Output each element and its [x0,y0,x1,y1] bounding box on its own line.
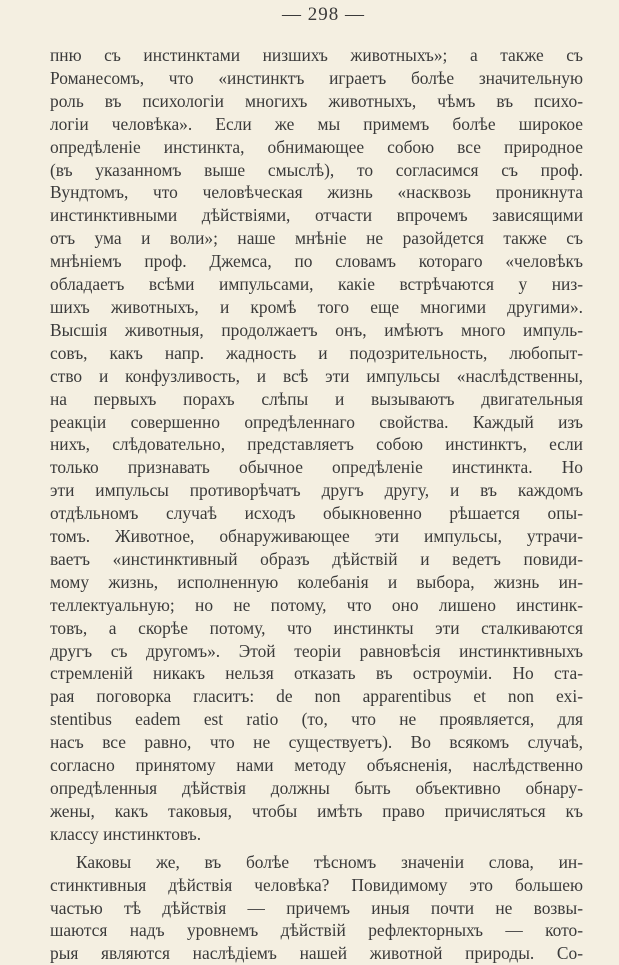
text-line: реакціи совершенно опредѣленнаго свойства. Каждый изъ [50,411,583,432]
text-line: частью тѣ дѣйствія — причемъ иныя почти не возвы- [50,897,583,918]
page-text-body [50,44,583,965]
text-line: инстинктивными дѣйствіями, отчасти впрочемъ зависящими [50,205,583,226]
text-line: согласно принятому нами методу объясненія, наслѣдственно [50,755,583,776]
text-line: Романесомъ, что «инстинктъ играетъ болѣе значительную [50,67,583,88]
text-line: рая поговорка гласитъ: de non apparentibus et non exi- [50,686,583,707]
text-line: отъ ума и воли»; наше мнѣніе не разойдется также съ [50,228,583,249]
text-line: на первыхъ порахъ слѣпы и вызываютъ двигательныя [50,388,583,409]
text-line: рыя являются наслѣдіемъ нашей животной природы. Со- [50,943,583,964]
text-line: роль въ психологіи многихъ животныхъ, чѣмъ въ психо- [50,90,583,111]
text-line: нихъ, слѣдовательно, представляетъ собою инстинктъ, если [50,434,583,455]
text-line: опредѣленныя дѣйствія должны быть объективно обнару- [50,778,583,798]
paragraph [50,851,583,965]
text-line: стремленій никакъ нельзя отказать въ остроуміи. Но ста- [50,663,583,684]
text-line: Вундтомъ, что человѣческая жизнь «насквозь проникнута [50,182,583,203]
text-line: другъ съ другомъ». Этой теоріи равновѣсія инстинктивныхъ [50,640,583,661]
text-line: только признавать обычное опредѣленіе инстинкта. Но [50,457,583,478]
text-line: теллектуальную; но не потому, что оно лишено инстинк- [50,594,583,615]
text-line: томъ. Животное, обнаруживающее эти импульсы, утрачи- [50,526,583,547]
paragraph [50,44,583,846]
text-line: жены, какъ таковыя, чтобы имѣть право причисляться къ [50,800,583,821]
text-line: мнѣніемъ проф. Джемса, по словамъ котораго «человѣкъ [50,251,583,272]
text-line: логіи человѣка». Если же мы примемъ болѣе широкое [50,113,583,134]
text-line: эти импульсы противорѣчатъ другъ другу, и въ каждомъ [50,480,583,501]
text-line: насъ все равно, что не существуетъ). Во всякомъ случаѣ, [50,732,583,753]
text-line: отдѣльномъ случаѣ исходъ обыкновенно рѣшается опы- [50,503,583,524]
text-line: шихъ животныхъ, и кромѣ того еще многими другими». [50,296,583,317]
text-line: классу инстинктовъ. [50,823,202,844]
text-line: обладаетъ всѣми импульсами, какіе встрѣчаются у низ- [50,274,583,295]
text-line: совъ, какъ напр. жадность и подозрительность, любопыт- [50,342,583,363]
text-line: Каковы же, въ болѣе тѣсномъ значеніи слова, ин- [76,851,583,872]
text-line: шаются надъ уровнемъ дѣйствій рефлекторныхъ — кото- [50,920,583,941]
text-line: (въ указанномъ выше смыслѣ), то согласимся съ проф. [50,159,583,180]
text-line: стинктивныя дѣйствія человѣка? Повидимому это большею [50,874,583,895]
text-line: Высшія животныя, продолжаетъ онъ, имѣютъ много импуль- [50,319,583,340]
page-number: — 298 — [282,4,365,25]
text-line: stentibus eadem est ratio (то, что не проявляется, для [50,709,583,730]
text-line: пню съ инстинктами низшихъ животныхъ»; а также съ [50,45,583,65]
text-line: товъ, а скорѣе потому, что инстинкты эти сталкиваются [50,617,583,638]
text-line: ство и конфузливость, и всѣ эти импульсы «наслѣдственны, [50,365,583,386]
text-line: опредѣленіе инстинкта, обнимающее собою все природное [50,136,583,157]
text-line: ваетъ «инстинктивный образъ дѣйствій и ведетъ повиди- [50,548,583,569]
text-line: мому жизнь, исполненную колебанія и выбора, жизнь ин- [50,571,583,592]
